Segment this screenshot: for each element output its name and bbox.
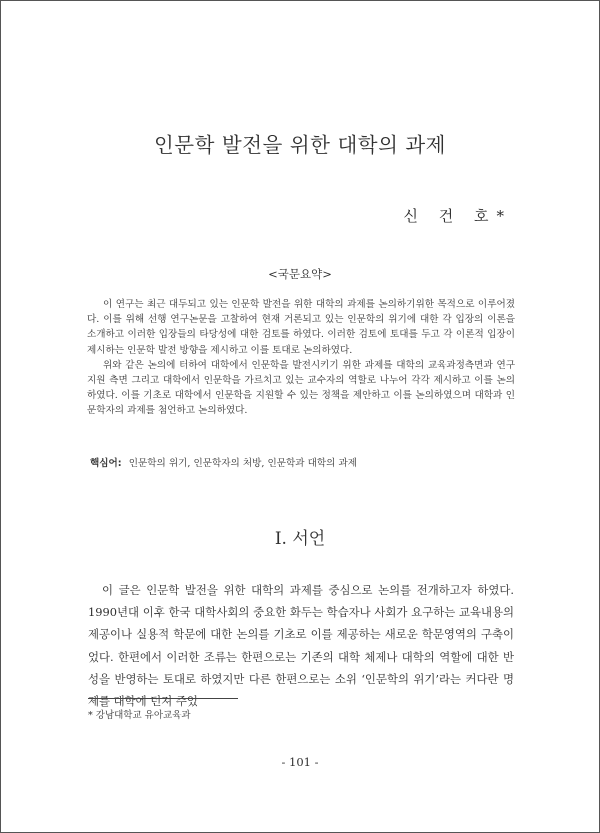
abstract-heading: <국문요약> <box>268 267 332 281</box>
footnote: * 강남대학교 유아교육과 <box>88 710 191 721</box>
abstract <box>87 297 515 419</box>
author-name: 신 건 호* <box>403 207 512 225</box>
paper-title: 인문학 발전을 위한 대학의 과제 <box>153 133 446 157</box>
footnote-divider <box>88 698 238 699</box>
section-heading: I. 서언 <box>274 529 326 549</box>
keywords-label: 핵심어: <box>90 458 122 469</box>
abstract-paragraph: 위와 같은 논의에 터하여 대학에서 인문학을 발전시키기 위한 과제를 대학의 교육과정측면과 연구지원 측면 그리고 대학에서 인문학을 가르치고 있는 교수자의 역할로 나누어 각각 제시하고 이를 논의하였다. 이를 기초로 대학에서 인문학을 지원할 수 있는 정책을 제안하고 이를 논의하였으며 대학과 인문학자의 과제를 첨언하고 논의하였다. <box>87 359 515 417</box>
keywords-line <box>90 455 357 469</box>
body-text <box>88 579 514 712</box>
body-paragraph: 이 글은 인문학 발전을 위한 대학의 과제를 중심으로 논의를 전개하고자 하였다. 1990년대 이후 한국 대학사회의 중요한 화두는 학습자나 사회가 요구하는 교육내용의 제공이나 실용적 학문에 대한 논의를 기초로 이를 제공하는 새로운 학문영역의 구축이었다. 한편에서 이러한 조류는 한편으로는 기존의 대학 체제나 대학의 역할에 대한 반성을 반영하는 토대로 하였지만 다른 한편으로는 소위 ‘인문학의 위기’라는 커다란 명제를 대학에 던져 주었 <box>88 583 514 709</box>
keywords-list: 인문학의 위기, 인문학자의 처방, 인문학과 대학의 과제 <box>128 458 357 469</box>
page-number: - 101 - <box>281 755 319 769</box>
abstract-paragraph: 이 연구는 최근 대두되고 있는 인문학 발전을 위한 대학의 과제를 논의하기위한 목적으로 이루어졌다. 이를 위해 선행 연구논문을 고찰하여 현재 거론되고 있는 인문학의 위기에 대한 각 입장의 이론을 소개하고 이러한 입장들의 타당성에 대한 검토를 하였다. 이러한 검토에 토대를 두고 각 이론적 입장이 제시하는 인문학 발전 방향을 제시하고 이를 토대로 논의하였다. <box>87 299 515 356</box>
